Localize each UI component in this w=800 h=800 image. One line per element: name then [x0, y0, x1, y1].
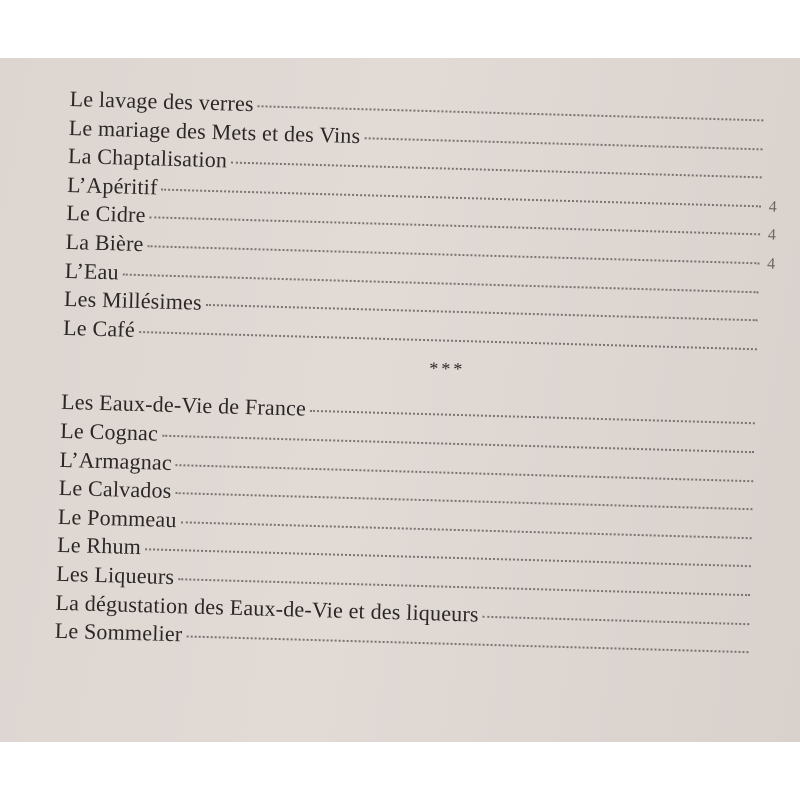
toc-entry-title: Les Eaux-de-Vie de France	[60, 389, 307, 422]
toc-entry-title: L’Eau	[64, 257, 120, 284]
dot-leader	[258, 104, 764, 121]
book-page	[0, 58, 800, 742]
dot-leader	[145, 548, 751, 568]
toc-entry-title: Les Liqueurs	[56, 560, 175, 590]
dot-leader	[147, 244, 759, 264]
toc-entry-title: La dégustation des Eaux-de-Vie et des liqueurs	[55, 589, 480, 627]
toc-entry-title: Le lavage des verres	[69, 86, 255, 117]
dot-leader	[310, 409, 755, 424]
dot-leader	[206, 303, 758, 321]
dot-leader	[176, 463, 753, 482]
toc-entry-title: Les Millésimes	[63, 286, 203, 315]
toc-entry-title: Le Pommeau	[57, 503, 177, 532]
toc-entry-title: Le Cognac	[60, 417, 159, 446]
dot-leader	[483, 614, 750, 624]
toc-entry-title: L’Armagnac	[59, 446, 173, 475]
dot-leader	[162, 187, 761, 207]
toc-entry-title: Le Café	[62, 314, 136, 342]
toc-entry-title: L’Apéritif	[66, 171, 158, 200]
section-separator: ***	[428, 358, 466, 380]
toc-entry-page: 4	[767, 226, 777, 245]
toc-entry-title: La Chaptalisation	[67, 143, 228, 173]
dot-leader	[178, 577, 750, 596]
toc-entry-title: Le Cidre	[66, 200, 146, 228]
toc-entry-page: 4	[766, 255, 776, 273]
table-of-contents	[54, 86, 789, 667]
dot-leader	[175, 491, 752, 510]
dot-leader	[364, 136, 762, 150]
toc-entry-title: Le Sommelier	[54, 617, 183, 647]
dot-leader	[162, 434, 754, 454]
toc-entry-title: Le mariage des Mets et des Vins	[68, 114, 361, 148]
toc-entry-title: Le Calvados	[58, 474, 172, 504]
dot-leader	[181, 520, 752, 539]
dot-leader	[231, 161, 762, 179]
toc-entry-page: 4	[768, 198, 778, 216]
dot-leader	[150, 216, 761, 236]
toc-entry-title: Le Rhum	[56, 532, 142, 560]
toc-entry-title: La Bière	[65, 228, 144, 257]
dot-leader	[186, 635, 748, 654]
